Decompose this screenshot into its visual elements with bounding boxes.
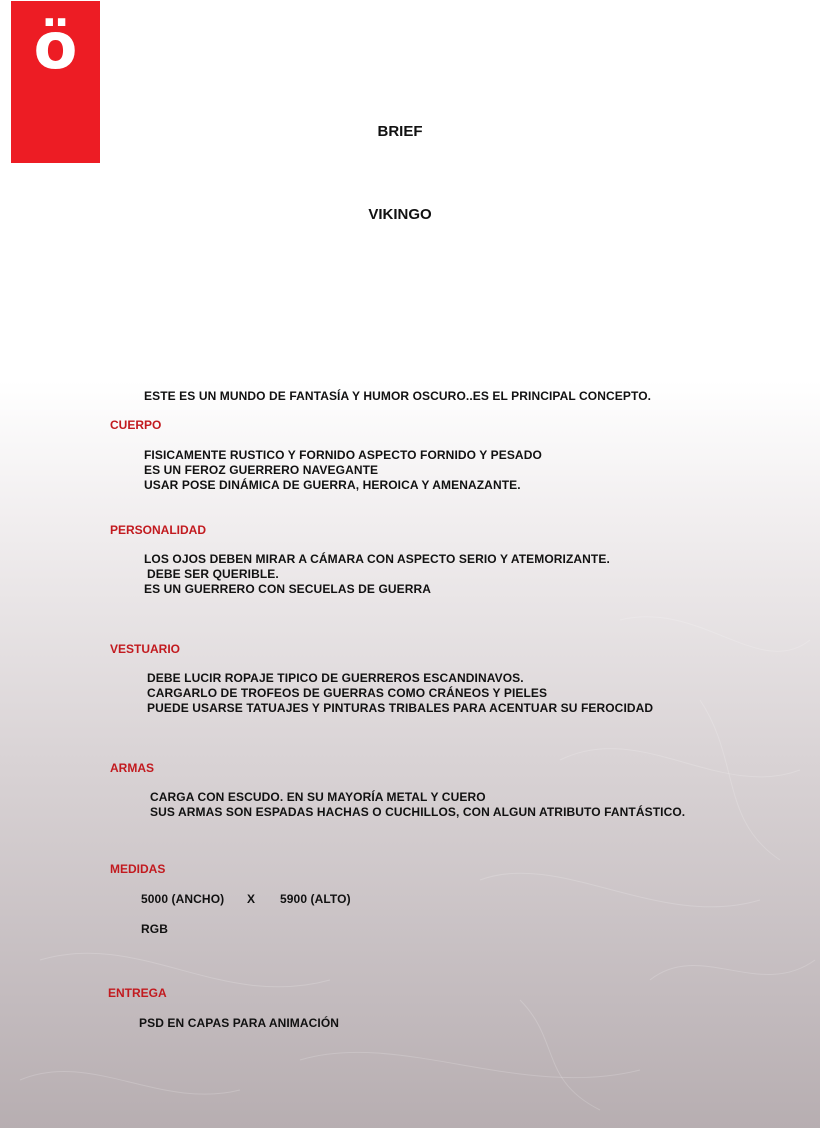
intro-text: ESTE ES UN MUNDO DE FANTASÍA Y HUMOR OSCURO..ES EL PRINCIPAL CONCEPTO.: [144, 389, 652, 403]
armas-line: SUS ARMAS SON ESPADAS HACHAS O CUCHILLOS, CON ALGUN ATRIBUTO FANTÁSTICO.: [150, 805, 686, 819]
cuerpo-line: FISICAMENTE RUSTICO Y FORNIDO ASPECTO FORNIDO Y PESADO: [144, 448, 542, 462]
vestuario-line: DEBE LUCIR ROPAJE TIPICO DE GUERREROS ESCANDINAVOS.: [147, 671, 524, 685]
entrega-line: PSD EN CAPAS PARA ANIMACIÓN: [139, 1016, 340, 1030]
section-heading-medidas: MEDIDAS: [110, 862, 166, 876]
vestuario-line: CARGARLO DE TROFEOS DE GUERRAS COMO CRÁNEOS Y PIELES: [147, 686, 548, 700]
page-title: BRIEF: [377, 123, 423, 140]
section-heading-entrega: ENTREGA: [108, 986, 167, 1000]
cuerpo-line: ES UN FEROZ GUERRERO NAVEGANTE: [144, 463, 379, 477]
medidas-color-mode: RGB: [141, 922, 168, 936]
personalidad-line: DEBE SER QUERIBLE.: [147, 567, 279, 581]
medidas-times: X: [247, 892, 256, 906]
personalidad-line: LOS OJOS DEBEN MIRAR A CÁMARA CON ASPECTO SERIO Y ATEMORIZANTE.: [144, 552, 610, 566]
medidas-width: 5000 (ANCHO): [141, 892, 225, 906]
section-heading-cuerpo: CUERPO: [110, 418, 162, 432]
armas-line: CARGA CON ESCUDO. EN SU MAYORÍA METAL Y CUERO: [150, 790, 486, 804]
page-subtitle: VIKINGO: [368, 206, 432, 223]
medidas-height: 5900 (ALTO): [280, 892, 351, 906]
vestuario-line: PUEDE USARSE TATUAJES Y PINTURAS TRIBALES PARA ACENTUAR SU FEROCIDAD: [147, 701, 654, 715]
section-heading-armas: ARMAS: [110, 761, 154, 775]
cuerpo-line: USAR POSE DINÁMICA DE GUERRA, HEROICA Y AMENAZANTE.: [144, 478, 521, 492]
section-heading-vestuario: VESTUARIO: [110, 642, 181, 656]
personalidad-line: ES UN GUERRERO CON SECUELAS DE GUERRA: [144, 582, 432, 596]
logo-glyph: ö: [33, 10, 78, 84]
section-heading-personalidad: PERSONALIDAD: [110, 523, 207, 537]
